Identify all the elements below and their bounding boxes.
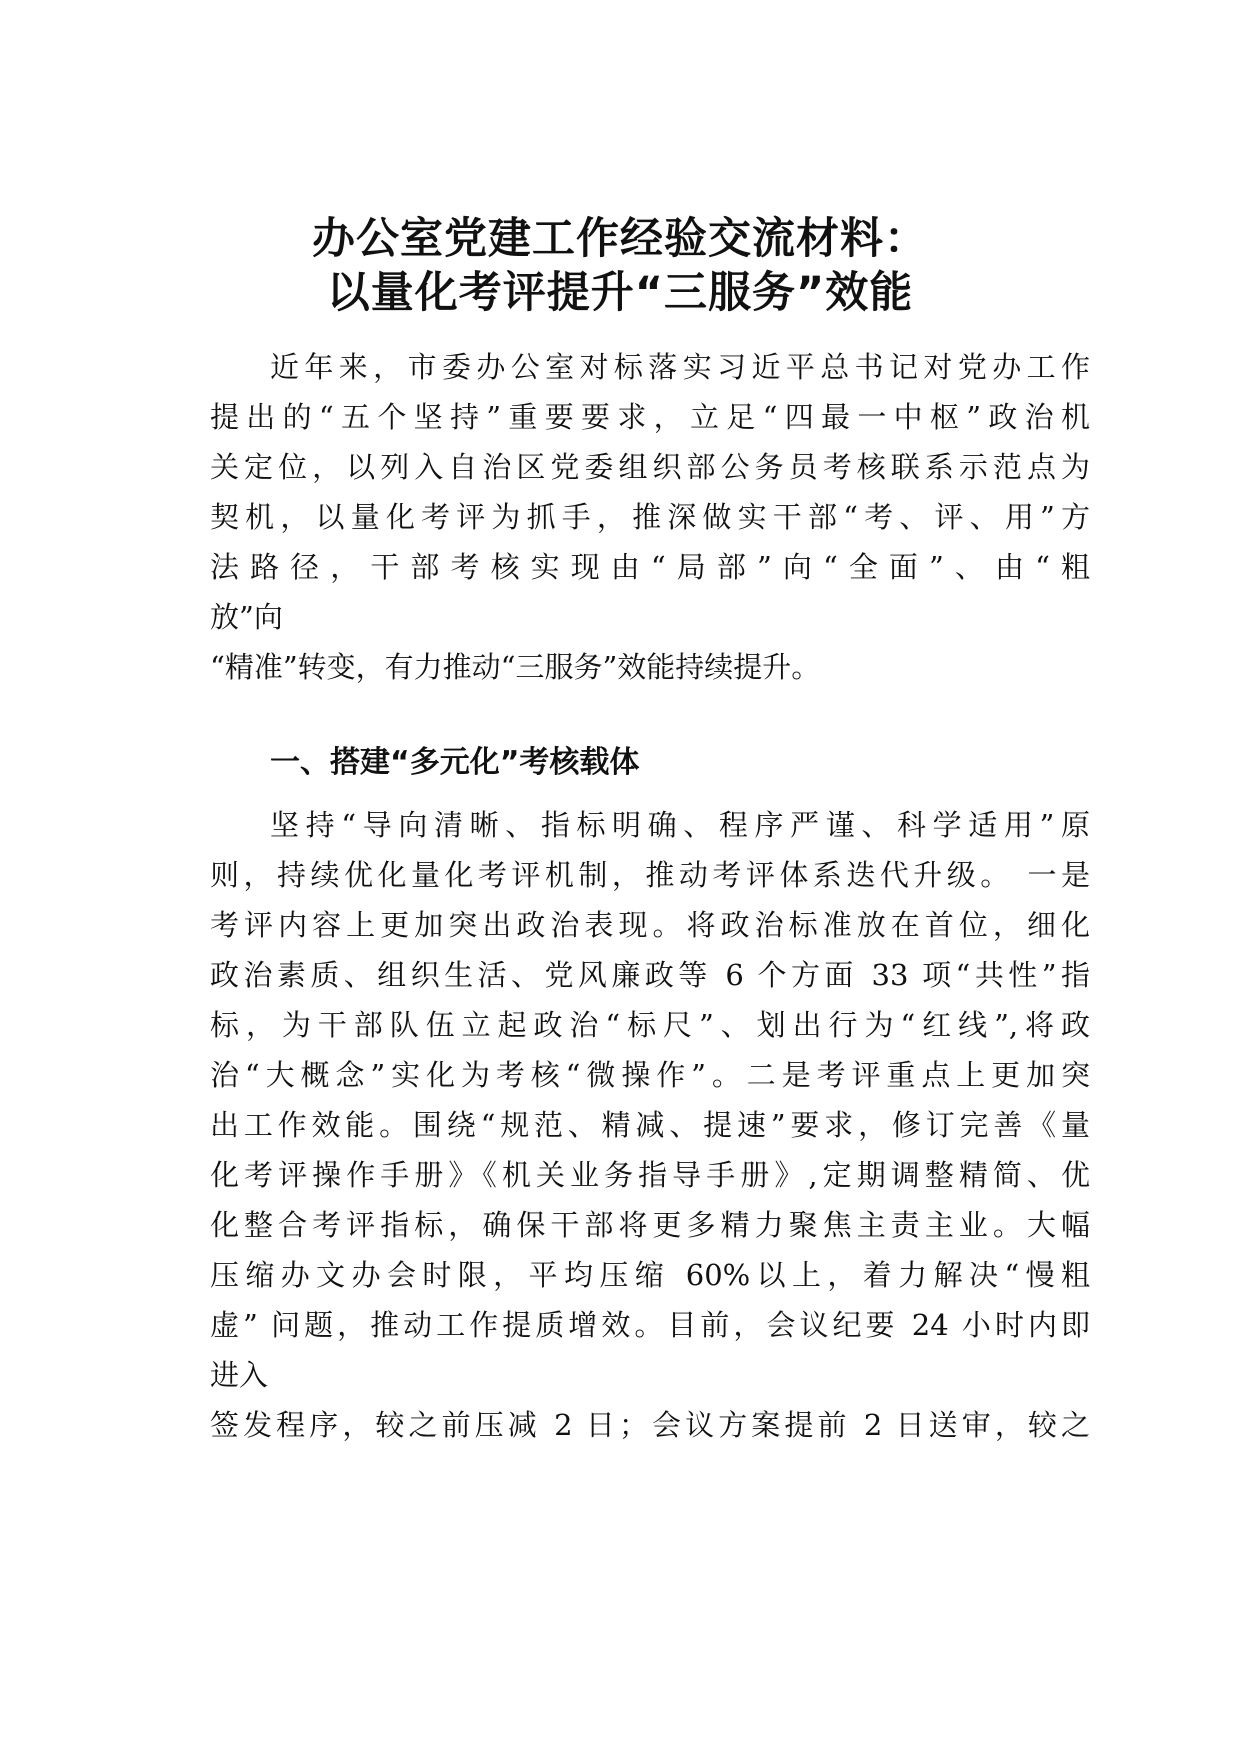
paragraph-line: 考评内容上更加突出政治表现。将政治标准放在首位，细化: [210, 908, 1090, 942]
paragraph-line: 进入: [210, 1358, 269, 1392]
paragraph-line: 虚” 问题，推动工作提质增效。目前，会议纪要 24 小时内即: [210, 1308, 1090, 1342]
section-heading: [210, 738, 1090, 788]
paragraph-line: 则，持续优化量化考评机制，推动考评体系迭代升级。 一是: [210, 858, 1090, 892]
paragraph-line: 治“大概念”实化为考核“微操作”。二是考评重点上更加突: [210, 1058, 1090, 1092]
paragraph-line: 标，为干部队伍立起政治“标尺”、划出行为“红线”,将政: [210, 1008, 1090, 1042]
paragraph-line: 提出的“五个坚持”重要要求，立足“四最一中枢”政治机: [210, 400, 1090, 434]
paragraph-intro: [210, 342, 1090, 692]
paragraph-line: 化整合考评指标，确保干部将更多精力聚焦主责主业。大幅: [210, 1208, 1090, 1242]
paragraph-line: “精准”转变，有力推动“三服务”效能持续提升。: [210, 650, 821, 684]
paragraph-line: 出工作效能。围绕“规范、精减、提速”要求，修订完善《量: [210, 1108, 1090, 1142]
title-line-2: 以量化考评提升“三服务”效能: [326, 268, 914, 318]
paragraph-line: 坚持“导向清晰、指标明确、程序严谨、科学适用”原: [270, 808, 1090, 842]
paragraph-line: 契机，以量化考评为抓手，推深做实干部“考、评、用”方: [210, 500, 1090, 534]
paragraph-line: 关定位，以列入自治区党委组织部公务员考核联系示范点为: [210, 450, 1090, 484]
section-heading-text: 一、搭建“多元化”考核载体: [270, 745, 640, 780]
paragraph-line: 化考评操作手册》《机关业务指导手册》,定期调整精简、优: [210, 1158, 1090, 1192]
paragraph-line: 近年来，市委办公室对标落实习近平总书记对党办工作: [270, 350, 1090, 384]
paragraph-line: 压缩办文办会时限，平均压缩 60%以上，着力解决“慢粗: [210, 1258, 1090, 1292]
paragraph-line: 法路径，干部考核实现由“局部”向“全面”、由“粗: [210, 550, 1090, 584]
document-title: [0, 212, 1240, 320]
paragraph-section1: [210, 800, 1090, 1450]
paragraph-line: 政治素质、组织生活、党风廉政等 6 个方面 33 项“共性”指: [210, 958, 1090, 992]
paragraph-line: 签发程序，较之前压减 2 日；会议方案提前 2 日送审，较之: [210, 1408, 1090, 1442]
paragraph-line: 放”向: [210, 600, 283, 634]
title-line-1: 办公室党建工作经验交流材料：: [312, 214, 928, 264]
